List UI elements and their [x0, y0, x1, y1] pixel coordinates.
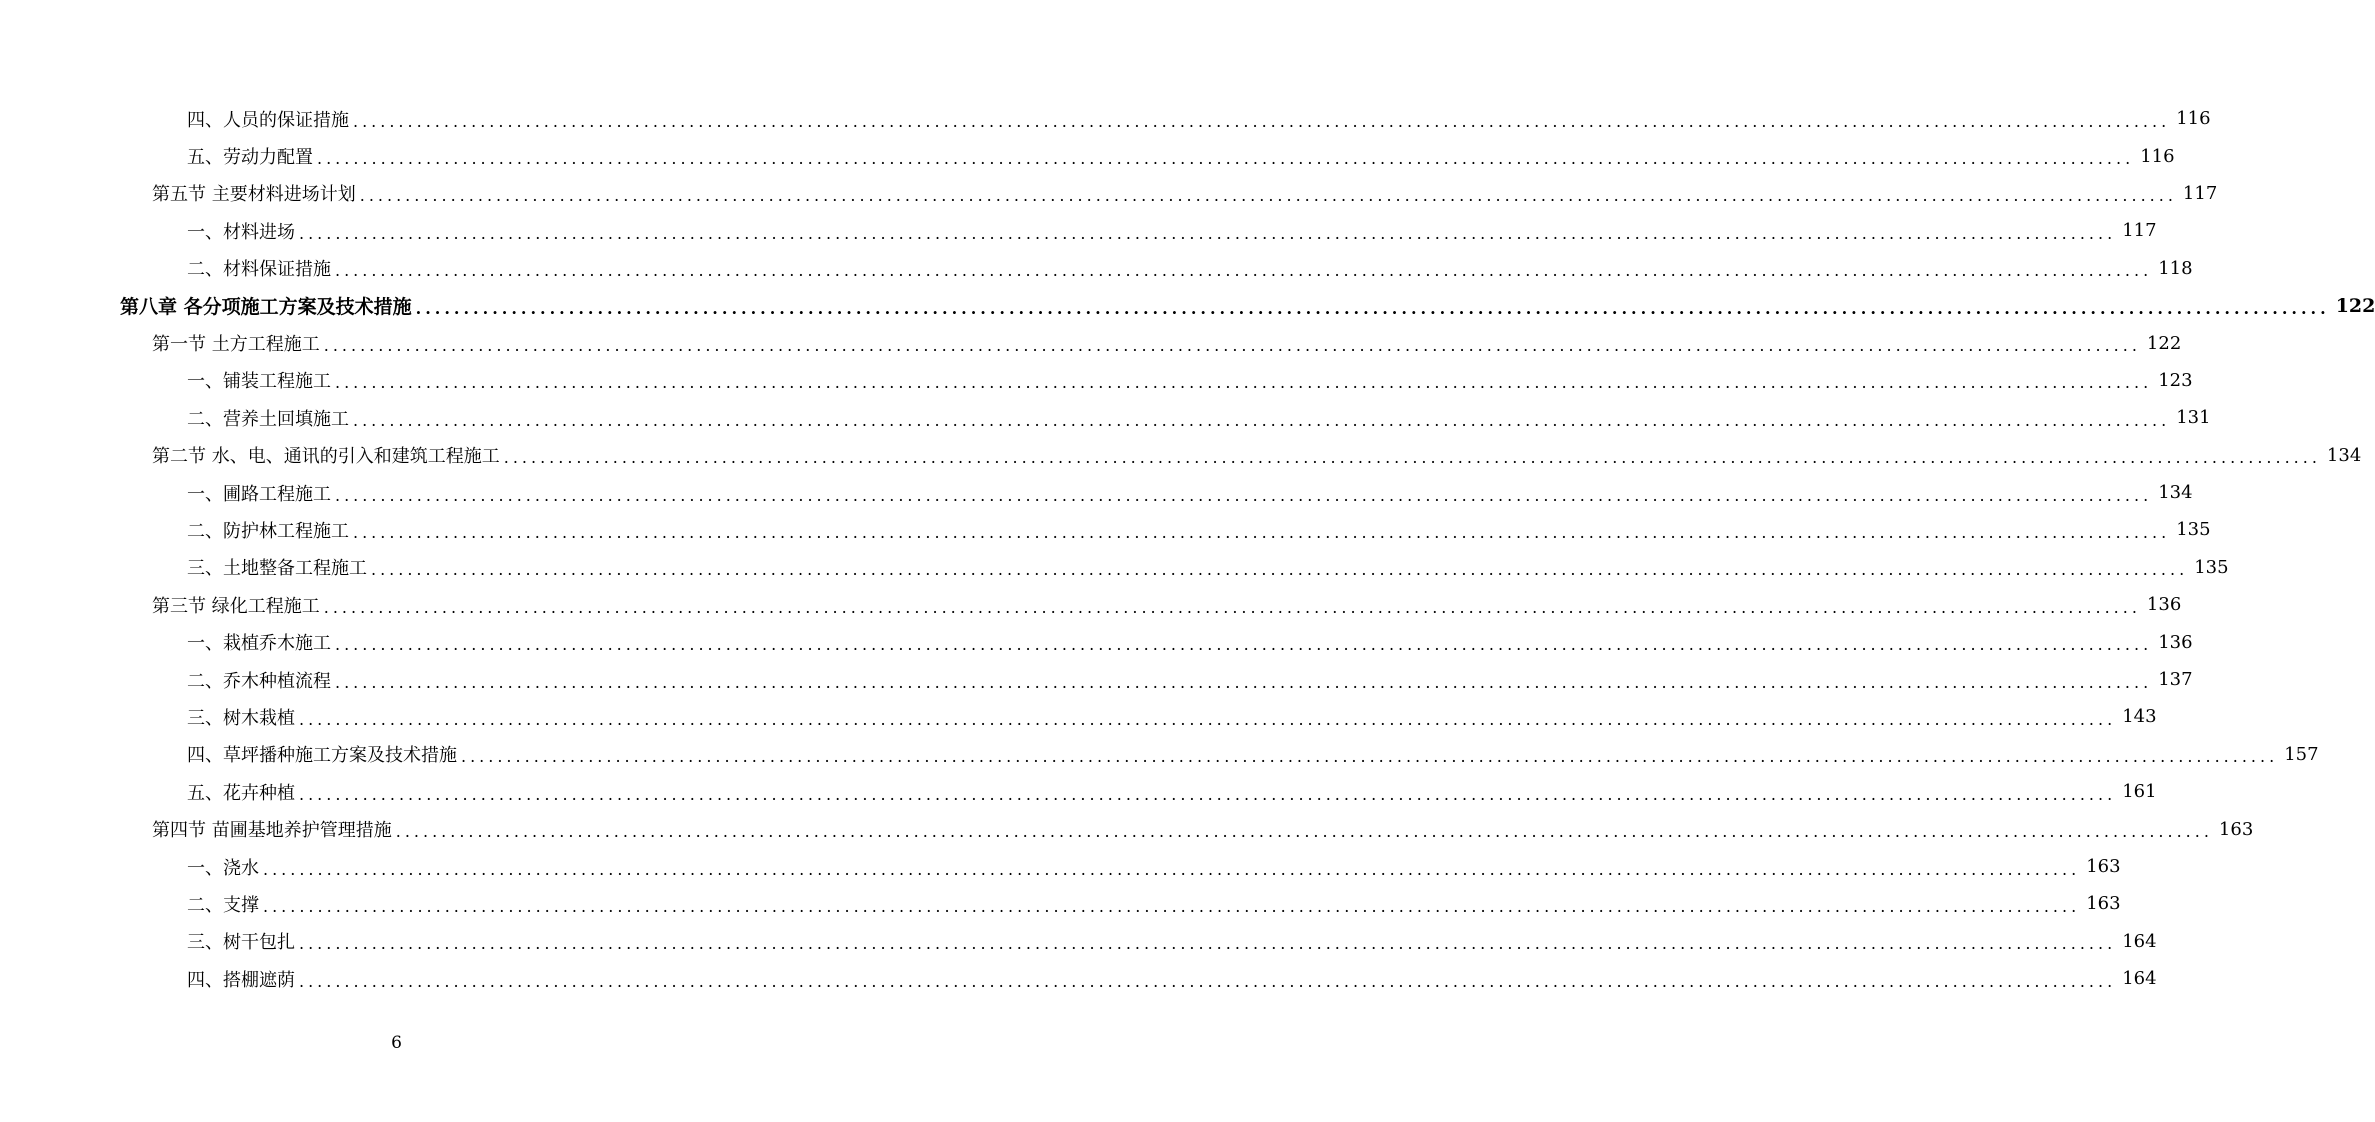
toc-entry-page: 136: [2158, 631, 2193, 653]
toc-entry-page: 164: [2122, 968, 2157, 990]
toc-section-entry: [0, 175, 2218, 212]
toc-subsection-entry: [0, 511, 2211, 548]
toc-leader-dots: ........................................................................................................................................................................................................: [263, 896, 2081, 916]
toc-leader-dots: ........................................................................................................................................................................................................: [263, 859, 2081, 879]
toc-section-entry: [0, 586, 2182, 623]
toc-leader-dots: ........................................................................................................................................................................................................: [371, 560, 2189, 580]
toc-entry-title: 二、支撑: [187, 894, 259, 916]
toc-subsection-entry: [0, 100, 2211, 137]
toc-leader-dots: ........................................................................................................................................................................................................: [317, 149, 2135, 169]
toc-entry-title: 一、铺装工程施工: [187, 371, 331, 393]
toc-entry-title: 三、树干包扎: [187, 932, 295, 954]
toc-entry-page: 143: [2122, 706, 2157, 728]
toc-entry-page: 136: [2146, 594, 2182, 616]
toc-entry-page: 163: [2218, 818, 2254, 840]
toc-subsection-entry: [0, 960, 2157, 997]
toc-leader-dots: ........................................................................................................................................................................................................: [353, 522, 2171, 542]
toc-entry-page: 122: [2335, 294, 2375, 317]
toc-subsection-entry: [0, 885, 2121, 922]
toc-leader-dots: ........................................................................................................................................................................................................: [299, 784, 2117, 804]
toc-section-entry: [0, 324, 2182, 361]
toc-subsection-entry: [0, 923, 2157, 960]
toc-subsection-entry: [0, 848, 2121, 885]
toc-leader-dots: ........................................................................................................................................................................................................: [359, 186, 2177, 206]
toc-leader-dots: ........................................................................................................................................................................................................: [353, 111, 2171, 131]
toc-entry-page: 163: [2086, 856, 2121, 877]
toc-entry-title: 第一节 土方工程施工: [152, 334, 320, 356]
table-of-contents: [0, 100, 2375, 997]
toc-entry-title: 第八章 各分项施工方案及技术措施: [120, 296, 412, 319]
toc-entry-page: 117: [2122, 220, 2157, 242]
toc-entry-title: 四、人员的保证措施: [187, 109, 349, 131]
toc-entry-title: 二、防护林工程施工: [187, 520, 349, 542]
toc-leader-dots: ........................................................................................................................................................................................................: [299, 223, 2117, 243]
toc-subsection-entry: [0, 549, 2229, 586]
toc-entry-page: 117: [2182, 182, 2218, 204]
toc-leader-dots: ........................................................................................................................................................................................................: [299, 709, 2117, 729]
toc-subsection-entry: [0, 474, 2193, 511]
toc-leader-dots: ........................................................................................................................................................................................................: [395, 822, 2213, 842]
toc-subsection-entry: [0, 736, 2319, 773]
toc-section-entry: [0, 437, 2362, 474]
toc-section-entry: [0, 810, 2254, 847]
toc-entry-title: 三、土地整备工程施工: [187, 558, 367, 580]
toc-entry-title: 二、营养土回填施工: [187, 408, 349, 430]
toc-leader-dots: ........................................................................................................................................................................................................: [323, 597, 2141, 617]
toc-entry-page: 134: [2158, 482, 2193, 504]
toc-entry-title: 一、栽植乔木施工: [187, 633, 331, 655]
toc-chapter-entry: [0, 287, 2375, 324]
toc-leader-dots: ........................................................................................................................................................................................................: [503, 448, 2321, 468]
toc-subsection-entry: [0, 661, 2193, 698]
toc-entry-title: 二、材料保证措施: [187, 259, 331, 281]
toc-entry-page: 131: [2176, 407, 2211, 429]
toc-entry-page: 135: [2194, 556, 2229, 578]
toc-entry-page: 118: [2158, 257, 2193, 279]
toc-subsection-entry: [0, 137, 2175, 174]
toc-entry-title: 一、浇水: [187, 857, 259, 879]
toc-entry-title: 二、乔木种植流程: [187, 670, 331, 692]
toc-leader-dots: ........................................................................................................................................................................................................: [415, 298, 2330, 318]
toc-entry-page: 163: [2086, 893, 2121, 915]
toc-entry-title: 五、劳动力配置: [187, 147, 313, 169]
toc-leader-dots: ........................................................................................................................................................................................................: [335, 261, 2153, 281]
toc-entry-title: 四、搭棚遮荫: [187, 969, 295, 991]
toc-entry-page: 123: [2158, 369, 2193, 391]
toc-entry-title: 三、树木栽植: [187, 707, 295, 729]
toc-entry-title: 第四节 苗圃基地养护管理措施: [152, 820, 392, 842]
toc-leader-dots: ........................................................................................................................................................................................................: [299, 971, 2117, 991]
toc-entry-title: 第三节 绿化工程施工: [152, 595, 320, 617]
toc-entry-title: 五、花卉种植: [187, 782, 295, 804]
toc-entry-page: 161: [2122, 781, 2157, 803]
toc-entry-page: 134: [2326, 444, 2362, 466]
toc-entry-title: 四、草坪播种施工方案及技术措施: [187, 745, 457, 767]
toc-subsection-entry: [0, 362, 2193, 399]
toc-entry-page: 116: [2140, 145, 2175, 167]
toc-entry-page: 157: [2284, 743, 2319, 765]
toc-leader-dots: ........................................................................................................................................................................................................: [335, 373, 2153, 393]
toc-subsection-entry: [0, 212, 2157, 249]
toc-entry-title: 第五节 主要材料进场计划: [152, 184, 356, 206]
toc-leader-dots: ........................................................................................................................................................................................................: [461, 747, 2279, 767]
toc-entry-title: 第二节 水、电、通讯的引入和建筑工程施工: [152, 446, 500, 468]
toc-subsection-entry: [0, 623, 2193, 660]
toc-subsection-entry: [0, 773, 2157, 810]
toc-entry-page: 164: [2122, 930, 2157, 952]
toc-subsection-entry: [0, 399, 2211, 436]
page-number: 6: [391, 1033, 402, 1053]
toc-leader-dots: ........................................................................................................................................................................................................: [299, 934, 2117, 954]
toc-leader-dots: ........................................................................................................................................................................................................: [335, 635, 2153, 655]
toc-leader-dots: ........................................................................................................................................................................................................: [323, 336, 2141, 356]
toc-entry-page: 122: [2146, 332, 2182, 354]
toc-leader-dots: ........................................................................................................................................................................................................: [335, 672, 2153, 692]
toc-entry-page: 137: [2158, 669, 2193, 691]
toc-entry-title: 一、材料进场: [187, 221, 295, 243]
toc-entry-page: 116: [2176, 108, 2211, 130]
toc-leader-dots: ........................................................................................................................................................................................................: [353, 410, 2171, 430]
toc-entry-title: 一、圃路工程施工: [187, 483, 331, 505]
toc-subsection-entry: [0, 250, 2193, 287]
toc-subsection-entry: [0, 698, 2157, 735]
toc-entry-page: 135: [2176, 519, 2211, 541]
toc-leader-dots: ........................................................................................................................................................................................................: [335, 485, 2153, 505]
